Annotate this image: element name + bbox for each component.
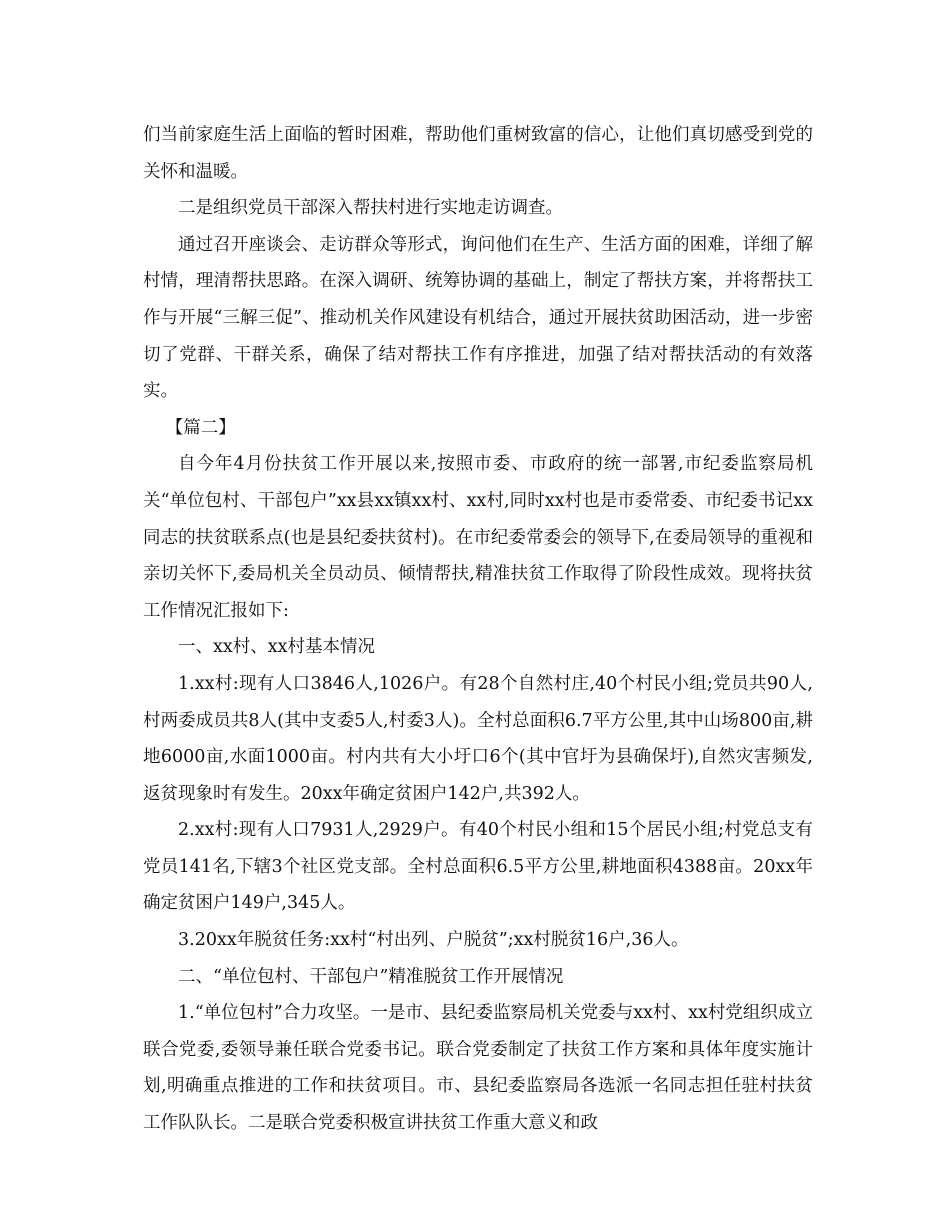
section-heading-basic-info: 一、xx村、xx村基本情况 bbox=[178, 637, 375, 658]
paragraph-unit-village: 1.“单位包村”合力攻坚。一是市、县纪委监察局机关党委与xx村、xx村党组织成立联合党委,委领导兼任联合党委书记。联合党委制定了扶贫工作方案和具体年度实施计划,明确重点推进的工作和扶贫项目。市、县纪委监察局各选派一名同志担任驻村扶贫工作队队长。二是联合党委积极宣讲扶贫工作重大意义和政 bbox=[143, 1003, 813, 1134]
paragraph-survey: 通过召开座谈会、走访群众等形式，询问他们在生产、生活方面的困难，详细了解村情，理清帮扶思路。在深入调研、统筹协调的基础上，制定了帮扶方案，并将帮扶工作与开展“三解三促”、推动机关作风建设有机结合，通过开展扶贫助困活动，进一步密切了党群、干群关系，确保了结对帮扶工作有序推进，加强了结对帮扶活动的有效落实。 bbox=[143, 234, 813, 402]
paragraph-village-one: 1.xx村:现有人口3846人,1026户。有28个自然村庄,40个村民小组;党员共90人,村两委成员共8人(其中支委5人,村委3人)。全村总面积6.7平方公里,其中山场800亩,耕地6000亩,水面1000亩。村内共有大小圩口6个(其中官圩为县确保圩),自然灾害频发,返贫现象时有发生。20xx年确定贫困户142户,共392人。 bbox=[143, 673, 813, 804]
paragraph-point-two: 二是组织党员干部深入帮扶村进行实地走访调查。 bbox=[178, 198, 563, 219]
paragraph-intro: 自今年4月份扶贫工作开展以来,按照市委、市政府的统一部署,市纪委监察局机关“单位包村、干部包户”xx县xx镇xx村、xx村,同时xx村也是市委常委、市纪委书记xx同志的扶贫联系点(也是县纪委扶贫村)。在市纪委常委会的领导下,在委局领导的重视和亲切关怀下,委局机关全员动员、倾情帮扶,精准扶贫工作取得了阶段性成效。现将扶贫工作情况汇报如下: bbox=[143, 454, 813, 621]
paragraph-poverty-task: 3.20xx年脱贫任务:xx村“村出列、户脱贫”;xx村脱贫16户,36人。 bbox=[178, 930, 689, 951]
section-heading-part-two: 【篇二】 bbox=[165, 417, 236, 438]
section-heading-work-progress: 二、“单位包村、干部包户”精准脱贫工作开展情况 bbox=[178, 966, 564, 987]
paragraph-village-two: 2.xx村:现有人口7931人,2929户。有40个村民小组和15个居民小组;村党总支有党员141名,下辖3个社区党支部。全村总面积6.5平方公里,耕地面积4388亩。20xx年确定贫困户149户,345人。 bbox=[143, 820, 813, 914]
document-body bbox=[143, 117, 813, 1142]
paragraph-continuation: 们当前家庭生活上面临的暂时困难，帮助他们重树致富的信心，让他们真切感受到党的关怀和温暖。 bbox=[143, 125, 813, 182]
